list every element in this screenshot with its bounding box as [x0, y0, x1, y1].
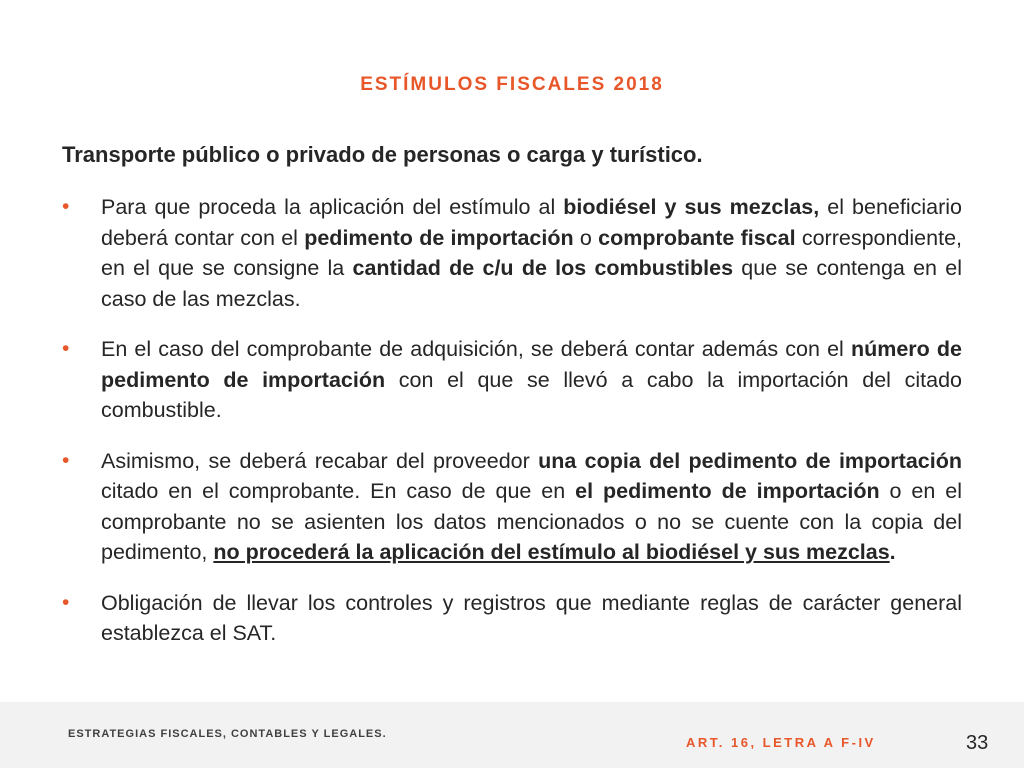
bullet-marker: • [62, 195, 70, 218]
slide-title: ESTÍMULOS FISCALES 2018 [360, 74, 664, 95]
footer-article-reference: ART. 16, LETRA A F-IV [686, 735, 876, 750]
text-run: con el que se llevó a cabo la importación del citado combustible. [101, 367, 962, 422]
text-run: o [573, 225, 599, 250]
bold-text: cantidad de c/u de los combustibles [352, 256, 734, 280]
bold-text: comprobante fiscal [598, 225, 796, 250]
text-run: el beneficiario deberá contar con el [101, 195, 962, 250]
bold-text: biodiésel y sus mezclas, [563, 195, 820, 219]
bold-text: el pedimento de importación [575, 479, 880, 503]
page-number: 33 [966, 732, 989, 754]
slide-content [62, 140, 962, 669]
emphasis-text [213, 540, 889, 564]
bullet-item [62, 334, 962, 426]
text-run: que se contenga en el caso de las mezclas. [101, 256, 962, 311]
bullet-list [62, 192, 962, 649]
footer-company: ESTRATEGIAS FISCALES, CONTABLES Y LEGALES. [68, 728, 387, 740]
text-run: correspondiente, en el que se consigne la [101, 225, 962, 280]
text-run: En el caso del comprobante de adquisición, se deberá contar además con el [101, 337, 851, 361]
bullet-text [101, 195, 962, 311]
bullet-marker: • [62, 337, 70, 360]
bold-text: número de pedimento de importación [101, 337, 963, 392]
bullet-item [62, 192, 962, 314]
bullet-text [101, 591, 962, 646]
bold-text: pedimento de importación [304, 225, 574, 250]
bold-text: una copia del pedimento de importación [538, 448, 962, 473]
text-run: Asimismo, se deberá recabar del proveedor [101, 448, 539, 473]
bullet-marker: • [62, 448, 70, 472]
underlined-text: no procederá la aplicación del estímulo al biodiésel y sus mezclas [213, 540, 890, 564]
text-run: o en el comprobante no se asienten los datos mencionados o no se cuente con la copia del pedimento, [101, 479, 962, 564]
bold-text: . [889, 540, 896, 564]
footer [0, 702, 1024, 768]
text-run: citado en el comprobante. En caso de que en [101, 479, 576, 503]
bullet-item [62, 588, 962, 649]
bullet-marker: • [62, 590, 70, 614]
bullet-text [101, 337, 962, 422]
text-run: Para que proceda la aplicación del estímulo al [101, 195, 564, 219]
bullet-item [62, 446, 962, 568]
text-run: Obligación de llevar los controles y registros que mediante reglas de carácter general establezca el SAT. [101, 590, 962, 645]
bullet-text [101, 449, 962, 565]
section-subtitle: Transporte público o privado de personas o carga y turístico. [62, 142, 703, 167]
